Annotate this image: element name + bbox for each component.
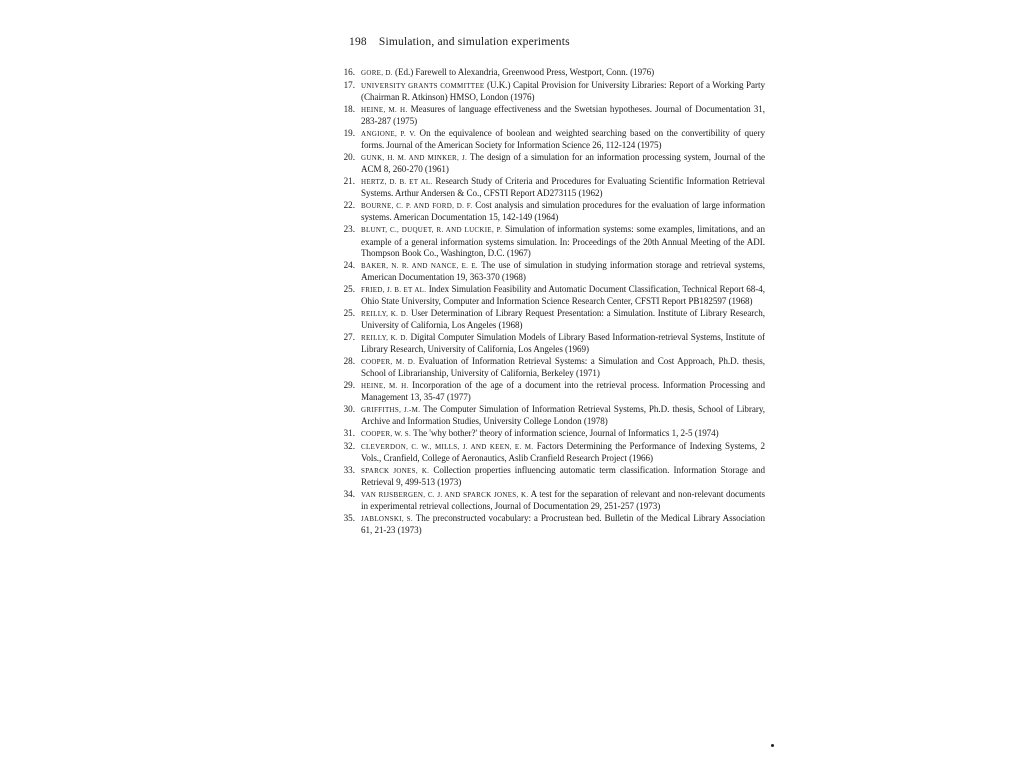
reference-body <box>361 152 765 175</box>
reference-number: 27. <box>343 331 355 342</box>
reference-number: 20. <box>343 152 355 163</box>
reference-item <box>335 513 765 536</box>
reference-authors: VAN RIJSBERGEN, C. J. AND SPARCK JONES, K. <box>361 491 529 500</box>
reference-body <box>361 284 765 307</box>
reference-list <box>335 67 765 537</box>
reference-item <box>335 428 765 440</box>
reference-text: Index Simulation Feasibility and Automatic Document Classification, Technical Report 68-4, Ohio State University, Computer and Information Science Research Center, CFSTI Report PB182597 (1968) <box>361 283 765 306</box>
reference-text: The preconstructed vocabulary: a Procrustean bed. Bulletin of the Medical Library Association 61, 21-23 (1973) <box>361 513 765 536</box>
reference-authors: SPARCK JONES, K. <box>361 467 430 476</box>
reference-text: (Ed.) Farewell to Alexandria, Greenwood Press, Westport, Conn. (1976) <box>395 67 655 77</box>
reference-authors: FRIED, J. B. ET AL. <box>361 285 427 294</box>
reference-text: Simulation of information systems: some examples, limitations, and an example of a general information systems simulation. In: Proceedings of the 20th Annual Meeting of the ADI. Thompson Book Co., Washington, D.C. (1967) <box>361 224 765 258</box>
reference-body <box>361 441 765 464</box>
reference-body <box>361 513 765 536</box>
reference-body <box>361 489 765 512</box>
reference-authors: JABLONSKI, S. <box>361 515 413 524</box>
reference-item <box>335 332 765 355</box>
reference-item <box>335 308 765 331</box>
reference-number: 28. <box>343 355 355 366</box>
reference-authors: UNIVERSITY GRANTS COMMITTEE <box>361 81 485 90</box>
reference-number: 18. <box>343 104 355 115</box>
reference-number: 23. <box>343 224 355 235</box>
reference-item <box>335 67 765 79</box>
reference-number: 25. <box>343 283 355 294</box>
reference-number: 32. <box>343 441 355 452</box>
reference-authors: COOPER, W. S. <box>361 430 411 439</box>
reference-item <box>335 404 765 427</box>
reference-body <box>361 200 765 223</box>
reference-text: Collection properties influencing automatic term classification. Information Storage and Retrieval 9, 499-513 (1973) <box>361 465 765 488</box>
reference-number: 34. <box>343 489 355 500</box>
reference-authors: BOURNE, C. P. AND FORD, D. F. <box>361 202 473 211</box>
reference-item <box>335 465 765 488</box>
reference-body <box>361 260 765 283</box>
reference-item <box>335 200 765 223</box>
reference-text: The Computer Simulation of Information Retrieval Systems, Ph.D. thesis, School of Library, Archive and Information Studies, University College London (1978) <box>361 404 766 427</box>
reference-item <box>335 80 765 103</box>
reference-item <box>335 356 765 379</box>
reference-text: Measures of language effectiveness and the Swetsian hypotheses. Journal of Documentation 31, 283-287 (1975) <box>361 104 765 127</box>
reference-authors: COOPER, M. D. <box>361 357 416 366</box>
reference-text: Evaluation of Information Retrieval Systems: a Simulation and Cost Approach, Ph.D. thesis, School of Librarianship, University of California, Berkeley (1971) <box>361 355 765 379</box>
reference-authors: REILLY, K. D. <box>361 333 408 342</box>
reference-body <box>361 80 765 103</box>
reference-authors: BAKER, N. R. AND NANCE, E. E. <box>361 261 478 270</box>
reference-text: The design of a simulation for an information processing system, Journal of the ACM 8, 260-270 (1961) <box>361 152 765 175</box>
reference-item <box>335 176 765 199</box>
reference-authors: HEINE, M. H. <box>361 106 408 115</box>
reference-authors: REILLY, K. D. <box>361 309 409 318</box>
reference-item <box>335 489 765 512</box>
reference-text: Digital Computer Simulation Models of Library Based Information-retrieval Systems, Institute of Library Research, University of California, Los Angeles (1969) <box>361 331 765 354</box>
running-title: Simulation, and simulation experiments <box>378 36 570 48</box>
reference-number: 25. <box>343 307 355 318</box>
reference-text: (U.K.) Capital Provision for University Libraries: Report of a Working Party (Chairman R. Atkinson) HMSO, London (1976) <box>361 79 765 103</box>
document-page <box>335 36 765 537</box>
reference-authors: HERTZ, D. B. ET AL. <box>361 178 433 187</box>
reference-text: The use of simulation in studying information storage and retrieval systems, American Documentation 19, 363-370 (1968) <box>361 259 765 282</box>
reference-number: 17. <box>343 79 355 90</box>
reference-body <box>361 332 765 355</box>
reference-body <box>361 128 765 151</box>
reference-text: User Determination of Library Request Presentation: a Simulation. Institute of Library Research, University of California, Los Angeles (1968) <box>361 307 765 330</box>
reference-text: On the equivalence of boolean and weighted searching based on the convertibility of query forms. Journal of the American Society for Information Science 26, 112-124 (1975) <box>361 128 765 151</box>
reference-authors: ANGIONE, P. V. <box>361 130 416 139</box>
reference-number: 22. <box>343 200 355 211</box>
reference-authors: GORE, D. <box>361 69 393 77</box>
reference-number: 24. <box>343 259 355 270</box>
reference-number: 35. <box>343 513 355 524</box>
reference-text: Research Study of Criteria and Procedures for Evaluating Scientific Information Retrieval Systems. Arthur Andersen & Co., CFSTI Report AD273115 (1962) <box>361 176 765 199</box>
reference-number: 21. <box>343 176 355 187</box>
reference-text: A test for the separation of relevant and non-relevant documents in experimental retrieval collections, Journal of Documentation 29, 251-257 (1973) <box>361 489 765 512</box>
reference-text: The 'why bother?' theory of information science, Journal of Informatics 1, 2-5 (1974) <box>413 428 719 439</box>
reference-body <box>361 308 765 331</box>
reference-item <box>335 128 765 151</box>
scan-speck <box>771 744 774 747</box>
reference-item <box>335 441 765 464</box>
page-number: 198 <box>349 36 367 48</box>
reference-number: 29. <box>343 380 355 391</box>
reference-item <box>335 260 765 283</box>
reference-authors: HEINE, M. H. <box>361 382 409 391</box>
reference-body <box>361 104 765 127</box>
reference-text: Incorporation of the age of a document into the retrieval process. Information Processing and Management 13, 35-47 (1977) <box>361 380 765 403</box>
reference-authors: BLUNT, C., DUQUET, R. AND LUCKIE, P. <box>361 226 503 235</box>
reference-authors: GRIFFITHS, J.-M. <box>361 406 421 415</box>
reference-authors: CLEVERDON, C. W., MILLS, J. AND KEEN, E. M. <box>361 443 534 452</box>
reference-body <box>361 380 765 403</box>
reference-number: 33. <box>343 465 355 476</box>
reference-text: Factors Determining the Performance of Indexing Systems, 2 Vols., Cranfield, College of Aeronautics, Aslib Cranfield Research Project (1966) <box>361 441 765 464</box>
reference-item <box>335 152 765 175</box>
reference-number: 19. <box>343 128 355 139</box>
reference-body <box>361 465 765 488</box>
reference-item <box>335 224 765 258</box>
reference-item <box>335 104 765 127</box>
page-header <box>349 36 765 48</box>
reference-body <box>361 67 765 79</box>
reference-number: 16. <box>343 67 355 77</box>
reference-number: 31. <box>343 428 355 439</box>
reference-number: 30. <box>343 404 355 415</box>
reference-item <box>335 284 765 307</box>
reference-body <box>361 356 765 379</box>
reference-body <box>361 224 765 258</box>
reference-item <box>335 380 765 403</box>
reference-body <box>361 428 765 440</box>
reference-body <box>361 176 765 199</box>
reference-authors: GUNK, H. M. AND MINKER, J. <box>361 154 468 163</box>
reference-text: Cost analysis and simulation procedures for the evaluation of large information systems. American Documentation 15, 142-149 (1964) <box>361 200 765 223</box>
reference-body <box>361 404 765 427</box>
